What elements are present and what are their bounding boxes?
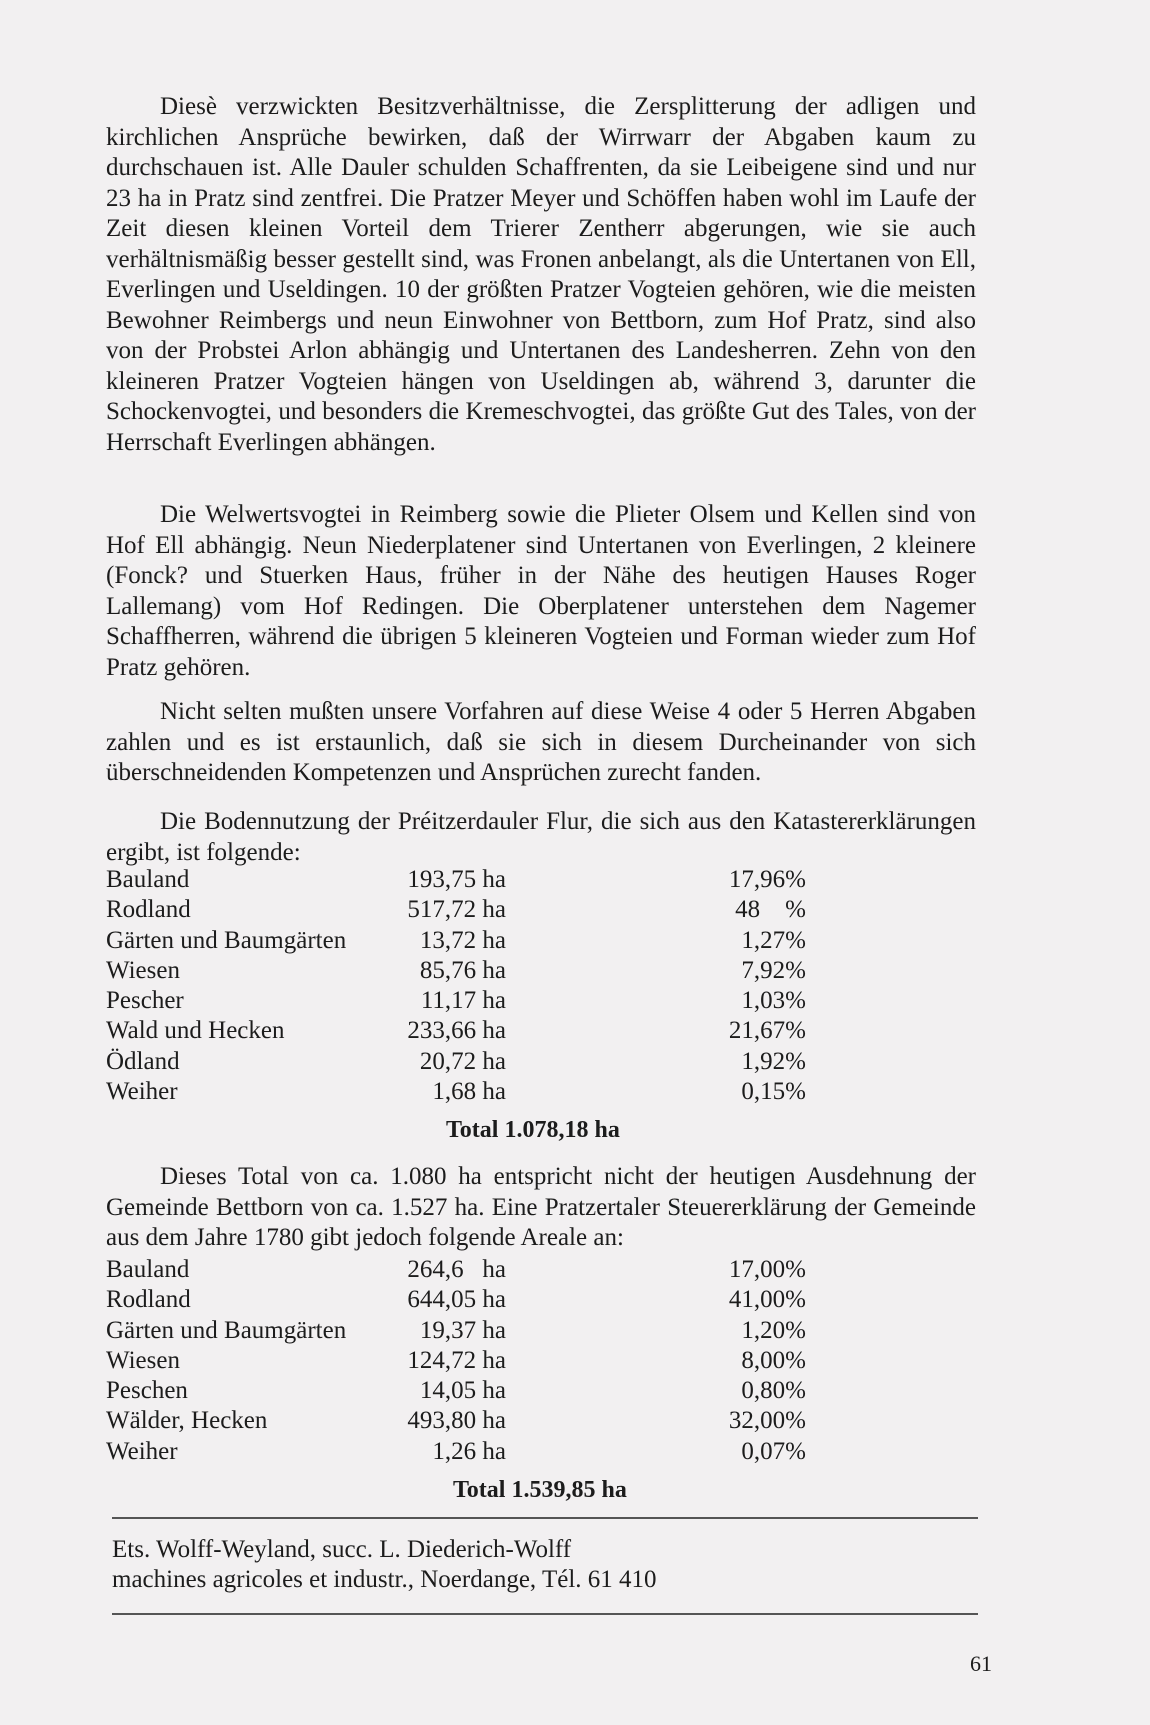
- land-type: Gärten und Baumgärten: [106, 926, 347, 954]
- land-type: Wiesen: [106, 1346, 180, 1374]
- page-number: 61: [970, 1651, 992, 1676]
- table-row: [106, 1286, 806, 1316]
- table-2-total: Total 1.539,85 ha: [453, 1477, 627, 1503]
- paragraph-5: [106, 1162, 976, 1254]
- paragraph-3: [106, 697, 976, 789]
- area-value: 124,72 ha: [407, 1346, 506, 1374]
- area-value: 19,37 ha: [419, 1316, 506, 1344]
- land-type: Wiesen: [106, 956, 180, 984]
- percent-value: 41,00%: [728, 1286, 806, 1314]
- land-type: Weiher: [106, 1078, 178, 1106]
- land-type: Wald und Hecken: [106, 1017, 285, 1045]
- area-value: 13,72 ha: [419, 926, 506, 954]
- area-value: 1,68 ha: [432, 1078, 506, 1106]
- area-value: 85,76 ha: [419, 956, 506, 984]
- percent-value: 1,27%: [741, 926, 806, 954]
- advert-line-1: Ets. Wolff-Weyland, succ. L. Diederich-Wolff: [112, 1536, 572, 1563]
- land-type: Bauland: [106, 1256, 190, 1283]
- land-type: Bauland: [106, 866, 190, 893]
- table-row: [106, 1017, 806, 1047]
- percent-value: 0,07%: [741, 1437, 806, 1465]
- land-type: Weiher: [106, 1437, 178, 1465]
- percent-value: 17,00%: [728, 1256, 806, 1283]
- table-row: [106, 896, 806, 926]
- percent-value: 1,92%: [741, 1047, 806, 1075]
- paragraph-text: Nicht selten mußten unsere Vorfahren auf diese Weise 4 oder 5 Herren Abgaben zahlen und es ist erstaunlich, daß sie sich in diesem Durcheinander von sich überschneidenden Kompetenzen und Ansprüchen zurecht fanden.: [106, 698, 976, 786]
- table-row: [106, 866, 806, 896]
- table-row: [106, 1256, 806, 1286]
- land-use-table-2: [106, 1256, 806, 1468]
- paragraph-4: [106, 807, 976, 868]
- land-type: Gärten und Baumgärten: [106, 1316, 347, 1344]
- area-value: 644,05 ha: [407, 1286, 506, 1314]
- area-value: 517,72 ha: [407, 896, 506, 924]
- percent-value: 0,80%: [741, 1377, 806, 1405]
- area-value: 193,75 ha: [407, 866, 506, 893]
- percent-value: 17,96%: [728, 866, 806, 893]
- paragraph-2: [106, 500, 976, 683]
- table-1-total: Total 1.078,18 ha: [446, 1117, 620, 1143]
- divider-top: [112, 1517, 978, 1519]
- paragraph-1: [106, 92, 976, 458]
- land-type: Rodland: [106, 896, 191, 924]
- area-value: 233,66 ha: [407, 1017, 506, 1045]
- table-row: [106, 957, 806, 987]
- table-row: [106, 1347, 806, 1377]
- paragraph-text: Die Welwertsvogtei in Reimberg sowie die Plieter Olsem und Kellen sind von Hof Ell abhängig. Neun Niederplatener sind Untertanen von Everlingen, 2 kleinere (Fonck? und Stuerken Haus, früher in der Nähe des heutigen Hauses Roger Lallemang) vom Hof Redingen. Die Oberplatener unterstehen dem Nagemer Schaffherren, während die übrigen 5 kleineren Vogteien und Forman wieder zum Hof Pratz gehören.: [106, 501, 976, 681]
- percent-value: 8,00%: [741, 1346, 806, 1374]
- table-row: [106, 927, 806, 957]
- percent-value: 7,92%: [741, 956, 806, 984]
- area-value: 14,05 ha: [419, 1377, 506, 1405]
- area-value: 20,72 ha: [419, 1047, 506, 1075]
- divider-bottom: [112, 1613, 978, 1615]
- area-value: 1,26 ha: [432, 1437, 506, 1465]
- table-row: [106, 1317, 806, 1347]
- area-value: 264,6 ha: [407, 1256, 506, 1283]
- land-type: Pescher: [106, 987, 184, 1015]
- advert-line-2: machines agricoles et industr., Noerdange, Tél. 61 410: [112, 1566, 657, 1593]
- advertisement: [112, 1535, 657, 1595]
- land-use-table-1: [106, 866, 806, 1108]
- table-row: [106, 987, 806, 1017]
- percent-value: 21,67%: [728, 1017, 806, 1045]
- paragraph-text: Dieses Total von ca. 1.080 ha entspricht nicht der heutigen Ausdehnung der Gemeinde Bettborn von ca. 1.527 ha. Eine Pratzertaler Steuererklärung der Gemeinde aus dem Jahre 1780 gibt jedoch folgende Areale an:: [106, 1163, 976, 1251]
- land-type: Rodland: [106, 1286, 191, 1314]
- area-value: 11,17 ha: [420, 987, 506, 1015]
- land-type: Ödland: [106, 1047, 180, 1075]
- percent-value: 48 %: [735, 896, 806, 924]
- paragraph-text: Diesè verzwickten Besitzverhältnisse, die Zersplitterung der adligen und kirchlichen Ansprüche bewirken, daß der Wirrwarr der Abgaben kaum zu durchschauen ist. Alle Dauler schulden Schaffrenten, da sie Leibeigene sind und nur 23 ha in Pratz sind zentfrei. Die Pratzer Meyer und Schöffen haben wohl im Laufe der Zeit diesen kleinen Vorteil dem Trierer Zentherr abgerungen, wie sie auch verhältnismäßig besser gestellt sind, was Fronen anbelangt, als die Untertanen von Ell, Everlingen und Useldingen. 10 der größten Pratzer Vogteien gehören, wie die meisten Bewohner Reimbergs und neun Einwohner von Bettborn, zum Hof Pratz, sind also von der Probstei Arlon abhängig und Untertanen des Landesherren. Zehn von den kleineren Pratzer Vogteien hängen von Useldingen ab, während 3, darunter die Schockenvogtei, und besonders die Kremeschvogtei, das größte Gut des Tales, von der Herrschaft Everlingen abhängen.: [106, 93, 976, 456]
- table-row: [106, 1377, 806, 1407]
- area-value: 493,80 ha: [407, 1407, 506, 1435]
- percent-value: 1,03%: [741, 987, 806, 1015]
- table-row: [106, 1438, 806, 1468]
- percent-value: 1,20%: [741, 1316, 806, 1344]
- land-type: Wälder, Hecken: [106, 1407, 268, 1435]
- percent-value: 0,15%: [741, 1078, 806, 1106]
- percent-value: 32,00%: [728, 1407, 806, 1435]
- table-row: [106, 1407, 806, 1437]
- table-row: [106, 1048, 806, 1078]
- land-type: Peschen: [106, 1377, 188, 1405]
- paragraph-text: Die Bodennutzung der Préitzerdauler Flur, die sich aus den Katastererklärungen ergibt, ist folgende:: [106, 808, 976, 866]
- table-row: [106, 1078, 806, 1108]
